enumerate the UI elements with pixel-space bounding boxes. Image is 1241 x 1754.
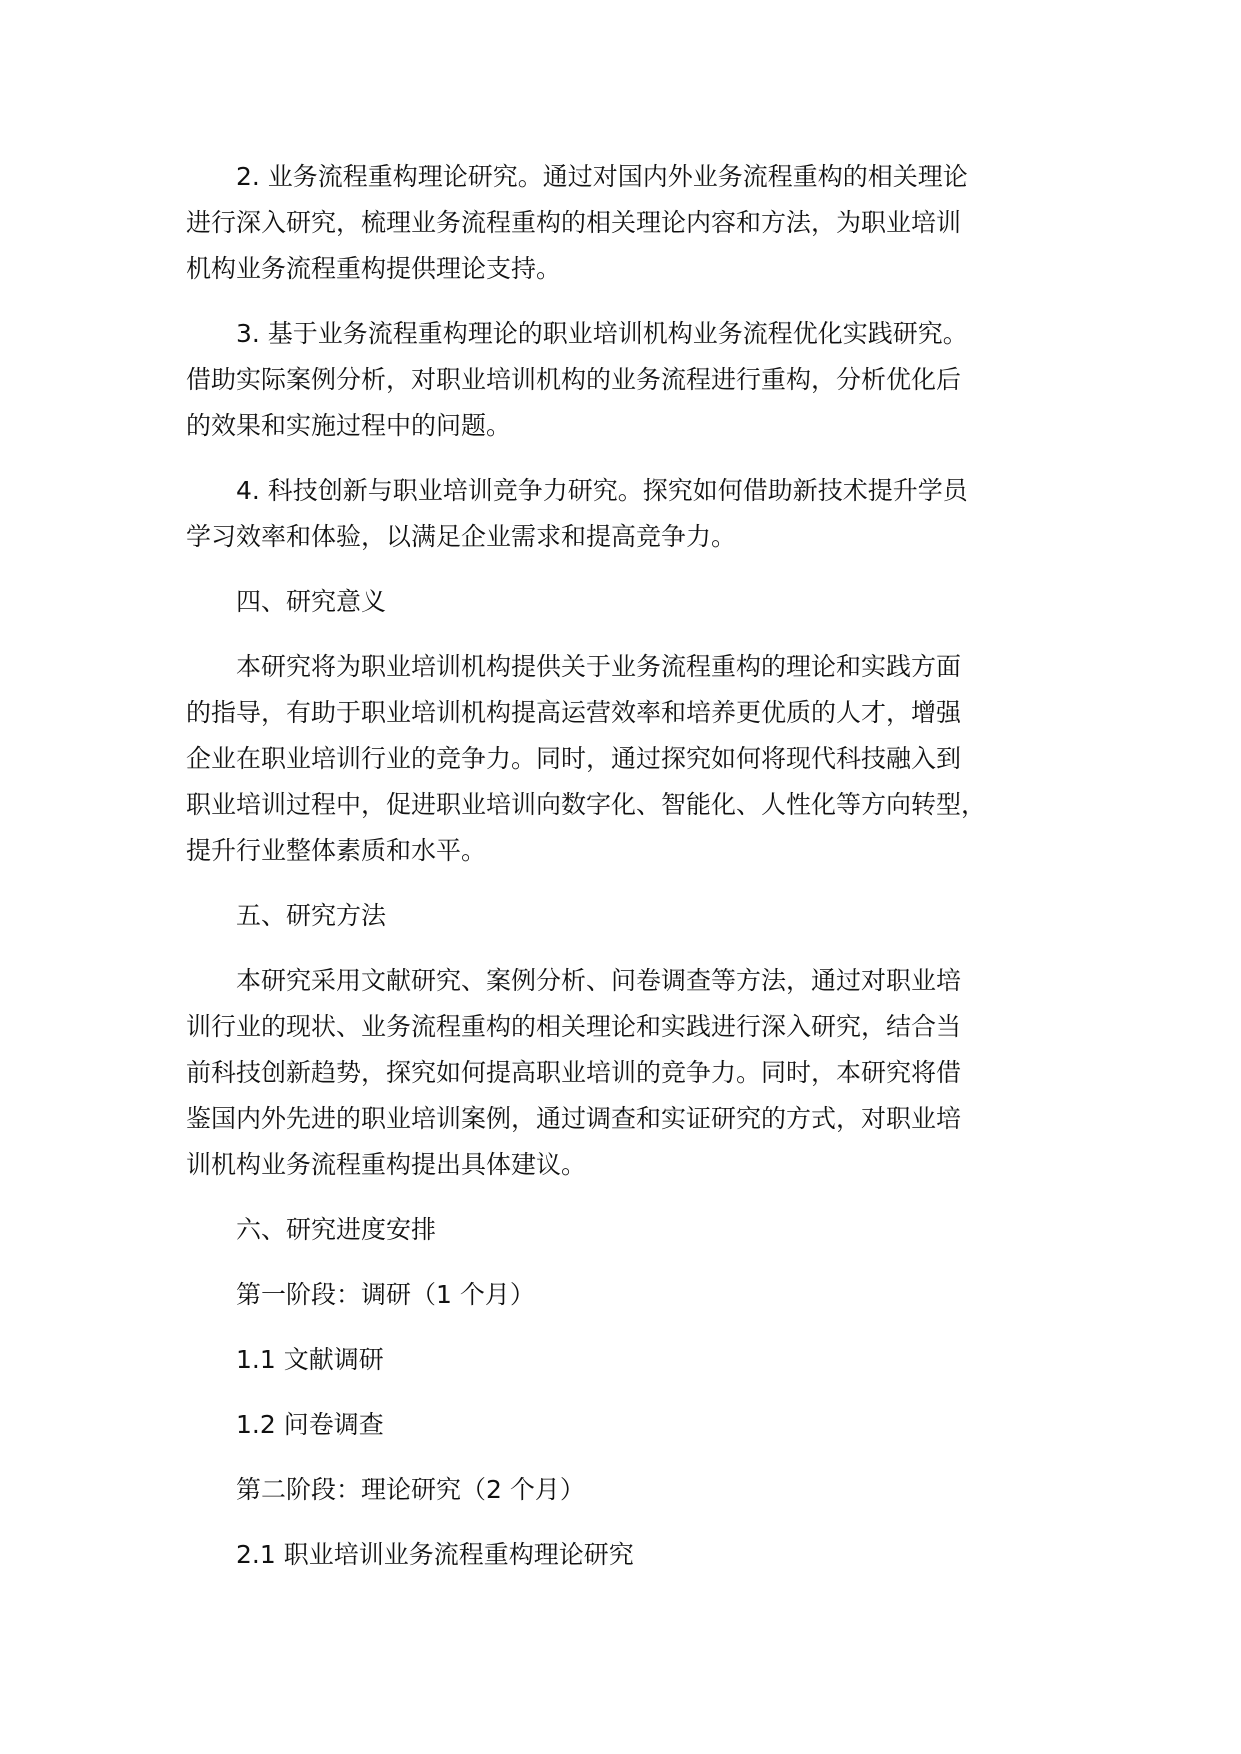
section-heading-methods: 五、研究方法	[236, 901, 387, 930]
list-item: 2.1 职业培训业务流程重构理论研究	[236, 1540, 634, 1569]
text-line: 训行业的现状、业务流程重构的相关理论和实践进行深入研究，结合当	[186, 1012, 962, 1041]
section-heading-significance: 四、研究意义	[236, 587, 387, 616]
text-line: 职业培训过程中，促进职业培训向数字化、智能化、人性化等方向转型，	[186, 790, 987, 819]
text-line: 的指导，有助于职业培训机构提高运营效率和培养更优质的人才，增强	[186, 698, 962, 727]
text-line: 进行深入研究，梳理业务流程重构的相关理论内容和方法，为职业培训	[186, 208, 962, 237]
paragraph-methods	[186, 958, 1086, 1188]
text-line: 学习效率和体验，以满足企业需求和提高竞争力。	[186, 522, 737, 551]
text-line: 企业在职业培训行业的竞争力。同时，通过探究如何将现代科技融入到	[186, 744, 962, 773]
paragraph-tech-innovation	[186, 468, 1086, 560]
text-line: 2. 业务流程重构理论研究。通过对国内外业务流程重构的相关理论	[236, 162, 968, 191]
text-line: 鉴国内外先进的职业培训案例，通过调查和实证研究的方式，对职业培	[186, 1104, 962, 1133]
stage-2-heading: 第二阶段：理论研究（2 个月）	[236, 1475, 585, 1504]
list-item: 1.1 文献调研	[236, 1345, 384, 1374]
text-line: 3. 基于业务流程重构理论的职业培训机构业务流程优化实践研究。	[236, 319, 968, 348]
text-line: 训机构业务流程重构提出具体建议。	[186, 1150, 587, 1179]
paragraph-practice-research	[186, 311, 1086, 449]
paragraph-significance	[186, 644, 1086, 874]
text-line: 前科技创新趋势，探究如何提高职业培训的竞争力。同时，本研究将借	[186, 1058, 962, 1087]
stage-1-heading: 第一阶段：调研（1 个月）	[236, 1280, 535, 1309]
text-line: 4. 科技创新与职业培训竞争力研究。探究如何借助新技术提升学员	[236, 476, 968, 505]
text-line: 机构业务流程重构提供理论支持。	[186, 254, 562, 283]
list-item: 1.2 问卷调查	[236, 1410, 384, 1439]
document-body	[186, 154, 1086, 1578]
text-line: 借助实际案例分析，对职业培训机构的业务流程进行重构，分析优化后	[186, 365, 962, 394]
text-line: 本研究将为职业培训机构提供关于业务流程重构的理论和实践方面	[236, 652, 962, 681]
text-line: 的效果和实施过程中的问题。	[186, 411, 512, 440]
text-line: 本研究采用文献研究、案例分析、问卷调查等方法，通过对职业培	[236, 966, 962, 995]
section-heading-schedule: 六、研究进度安排	[236, 1215, 437, 1244]
text-line: 提升行业整体素质和水平。	[186, 836, 487, 865]
paragraph-business-process-theory	[186, 154, 1086, 292]
